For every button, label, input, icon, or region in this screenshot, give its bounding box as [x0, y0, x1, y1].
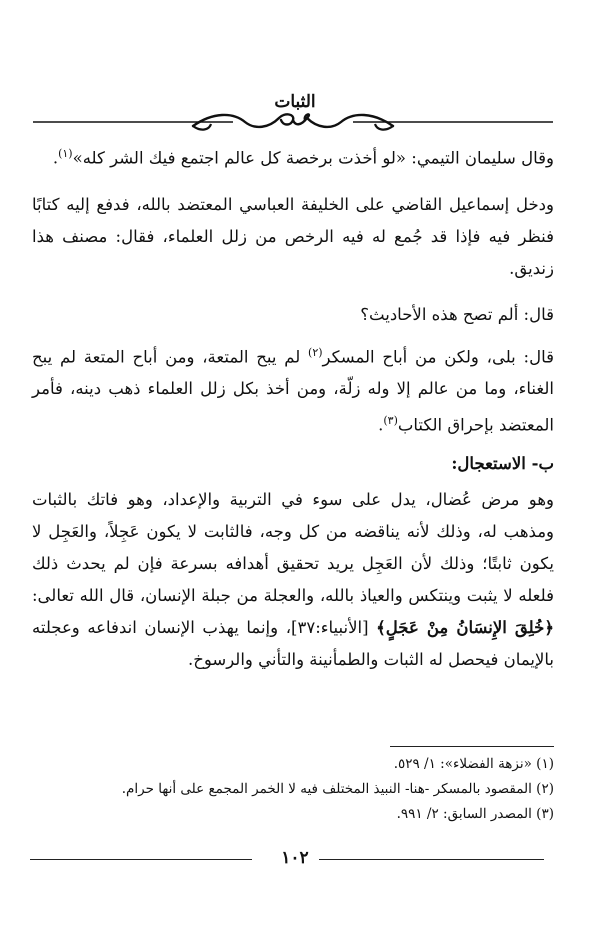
- footnote-ref-3: (٣): [383, 414, 398, 427]
- paragraph-5: [32, 484, 554, 676]
- paragraph-4: [32, 337, 554, 442]
- footnote-separator: [390, 746, 554, 747]
- paragraph-1: [32, 138, 554, 175]
- section-subheading: ب- الاستعجال:: [451, 453, 554, 473]
- paragraph-1-end: .: [52, 148, 59, 168]
- main-text: [32, 138, 554, 676]
- footnote-ref-1: (١): [58, 147, 73, 160]
- running-header-title: الثبات: [274, 92, 316, 112]
- paragraph-2: ودخل إسماعيل القاضي على الخليفة العباسي المعتضد بالله، فدفع إليه كتابًا فنظر فيه فإذا قد جُمع له فيه الرخص من زلل العلماء، فقال: مصنف هذا زنديق.: [32, 194, 554, 278]
- paragraph-5-part-b: [الأنبياء:٣٧]، وإنما يهذب الإنسان اندفاعه وعجلته بالإيمان فيحصل له الثبات والطمأنينة والتأني والرسوخ.: [32, 617, 554, 669]
- footnote-3: (٣) المصدر السابق: ٢/ ٩٩١.: [396, 806, 554, 822]
- page-number: ١٠٢: [271, 848, 318, 868]
- quran-verse: ﴿خُلِقَ الإِنسَانُ مِنْ عَجَلٍ﴾: [376, 617, 554, 637]
- paragraph-1-text: وقال سليمان التيمي: «لو أخذت برخصة كل عالم اجتمع فيك الشر كله»: [72, 148, 554, 168]
- paragraph-3: قال: ألم تصح هذه الأحاديث؟: [360, 304, 554, 324]
- paragraph-4-part-b: لم يبح المتعة، ومن أباح المتعة لم يبح الغناء، وما من عالم إلا وله زلّة، ومن أخذ بكل زلل العلماء ذهب دينه، فأمر المعتضد بإحراق الكتاب: [32, 347, 554, 435]
- page-number-row: [0, 848, 590, 868]
- footnote-2: (٢) المقصود بالمسكر -هنا- النبيذ المختلف فيه لا الخمر المجمع على أنها حرام.: [121, 781, 554, 797]
- footnote-1: (١) «نزهة الفضلاء»: ١/ ٥٢٩.: [393, 756, 554, 772]
- footnotes: [32, 752, 554, 827]
- paragraph-4-part-a: قال: بلى، ولكن من أباح المسكر: [322, 347, 554, 366]
- paragraph-5-part-a: وهو مرض عُضال، يدل على سوء في التربية والإعداد، وهو فاتك بالثبات ومذهب له، وذلك لأنه يناقضه من كل وجه، فالثابت لا يكون عَجِلاً، والعَجِل لا يكون ثابتًا؛ وذلك لأن العَجِل يريد تحقيق أهدافه بسرعة فإن لم يحدث ذلك فلعله لا يثبت وينتكس والعياذ بالله، والعجلة من جبلة الإنسان، قال الله تعالى:: [32, 489, 554, 605]
- header-ornament: [33, 110, 553, 134]
- footnote-ref-2: (٢): [308, 345, 323, 359]
- paragraph-4-end: .: [378, 415, 384, 435]
